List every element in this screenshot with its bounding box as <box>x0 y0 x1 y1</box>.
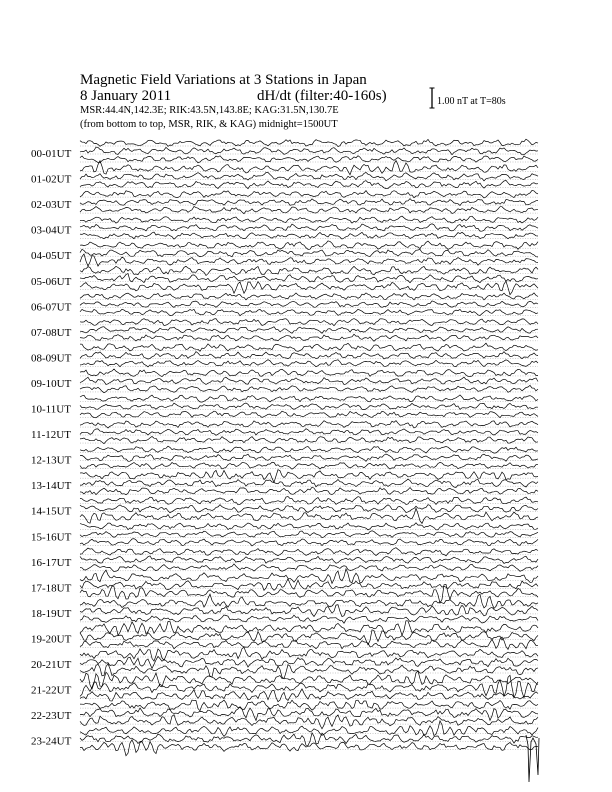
trace-kag <box>80 523 538 530</box>
hour-label: 05-06UT <box>31 275 72 288</box>
hour-label: 12-13UT <box>31 454 72 467</box>
hour-label: 20-21UT <box>31 659 72 671</box>
hour-label: 13-14UT <box>31 480 72 493</box>
trace-msr <box>80 487 538 495</box>
hour-label: 11-12UT <box>31 429 71 442</box>
hour-label: 17-18UT <box>31 582 72 595</box>
trace-rik <box>80 579 538 591</box>
trace-rik <box>80 605 538 617</box>
trace-kag <box>80 421 538 428</box>
hour-label: 00-01UT <box>31 148 72 160</box>
trace-msr <box>80 615 538 623</box>
chart-title: Magnetic Field Variations at 3 Stations in Japan <box>80 72 367 88</box>
trace-rik <box>80 556 538 564</box>
trace-msr <box>80 584 538 603</box>
hour-label: 07-08UT <box>31 326 72 339</box>
trace-msr <box>80 508 538 523</box>
trace-kag <box>80 343 538 351</box>
trace-rik <box>80 707 538 721</box>
trace-kag <box>80 241 538 250</box>
hour-label: 22-23UT <box>31 710 72 723</box>
hour-label: 06-07UT <box>31 301 72 314</box>
trace-kag <box>80 395 538 402</box>
trace-kag <box>80 319 538 326</box>
trace-kag <box>80 647 538 661</box>
trace-kag <box>80 671 538 689</box>
filter-label: dH/dt (filter:40-160s) <box>257 88 387 104</box>
trace-rik <box>80 352 538 360</box>
trace-msr <box>80 281 538 295</box>
trace-msr <box>80 309 538 315</box>
trace-msr <box>80 207 538 214</box>
hour-label: 23-24UT <box>31 735 72 748</box>
trace-rik <box>80 301 538 308</box>
hour-label: 01-02UT <box>31 173 72 186</box>
trace-kag <box>80 216 538 223</box>
hour-label: 02-03UT <box>31 199 72 212</box>
trace-msr <box>80 232 538 239</box>
trace-msr <box>80 180 538 188</box>
trace-msr <box>80 462 538 469</box>
trace-kag <box>80 161 538 175</box>
trace-rik <box>80 479 538 487</box>
trace-kag <box>80 548 538 556</box>
trace-msr <box>80 385 538 392</box>
trace-kag <box>80 721 538 737</box>
trace-rik <box>80 656 538 668</box>
hour-label: 10-11UT <box>31 403 71 416</box>
trace-rik <box>80 403 538 410</box>
trace-kag <box>80 369 538 377</box>
trace-rik <box>80 630 538 645</box>
trace-msr <box>80 740 538 756</box>
trace-msr <box>80 437 538 444</box>
trace-rik <box>80 327 538 334</box>
trace-kag <box>80 569 538 584</box>
hour-label: 19-20UT <box>31 633 72 646</box>
trace-msr <box>80 539 538 546</box>
hour-label: 09-10UT <box>31 377 72 390</box>
trace-rik <box>80 172 538 181</box>
trace-rik <box>80 505 538 513</box>
trace-rik <box>80 531 538 538</box>
trace-msr <box>80 637 538 649</box>
trace-kag <box>80 266 538 275</box>
trace-rik <box>80 274 538 283</box>
trace-rik <box>80 147 538 155</box>
trace-kag <box>80 497 538 505</box>
hour-label: 16-17UT <box>31 556 72 569</box>
trace-rik <box>80 249 538 257</box>
trace-rik <box>80 454 538 461</box>
trace-kag <box>80 446 538 453</box>
trace-msr <box>80 156 538 163</box>
hour-label: 18-19UT <box>31 607 72 620</box>
hour-label: 14-15UT <box>31 505 72 518</box>
hour-label: 21-22UT <box>31 684 72 697</box>
scale-label: 1.00 nT at T=80s <box>437 96 506 107</box>
hour-label: 08-09UT <box>31 352 72 365</box>
observation-date: 8 January 2011 <box>80 88 172 104</box>
station-order-note: (from bottom to top, MSR, RIK, & KAG) midnight=1500UT <box>80 119 338 130</box>
trace-rik <box>80 224 538 231</box>
hour-label: 03-04UT <box>31 224 72 237</box>
trace-rik <box>80 199 538 206</box>
hour-label: 04-05UT <box>31 250 72 263</box>
station-coordinates: MSR:44.4N,142.3E; RIK:43.5N,143.8E; KAG:31.5N,130.7E <box>80 105 339 116</box>
trace-msr <box>80 360 538 367</box>
trace-spike <box>526 735 539 782</box>
trace-rik <box>80 377 538 384</box>
trace-msr <box>80 689 538 702</box>
trace-rik <box>80 429 538 436</box>
trace-msr <box>80 664 538 679</box>
trace-kag <box>80 293 538 300</box>
trace-msr <box>80 564 538 572</box>
hour-label: 15-16UT <box>31 531 72 544</box>
trace-kag <box>80 190 538 198</box>
trace-msr <box>80 334 538 341</box>
trace-rik <box>80 733 538 746</box>
trace-msr <box>80 411 538 418</box>
trace-msr <box>80 254 538 266</box>
trace-kag <box>80 139 538 146</box>
